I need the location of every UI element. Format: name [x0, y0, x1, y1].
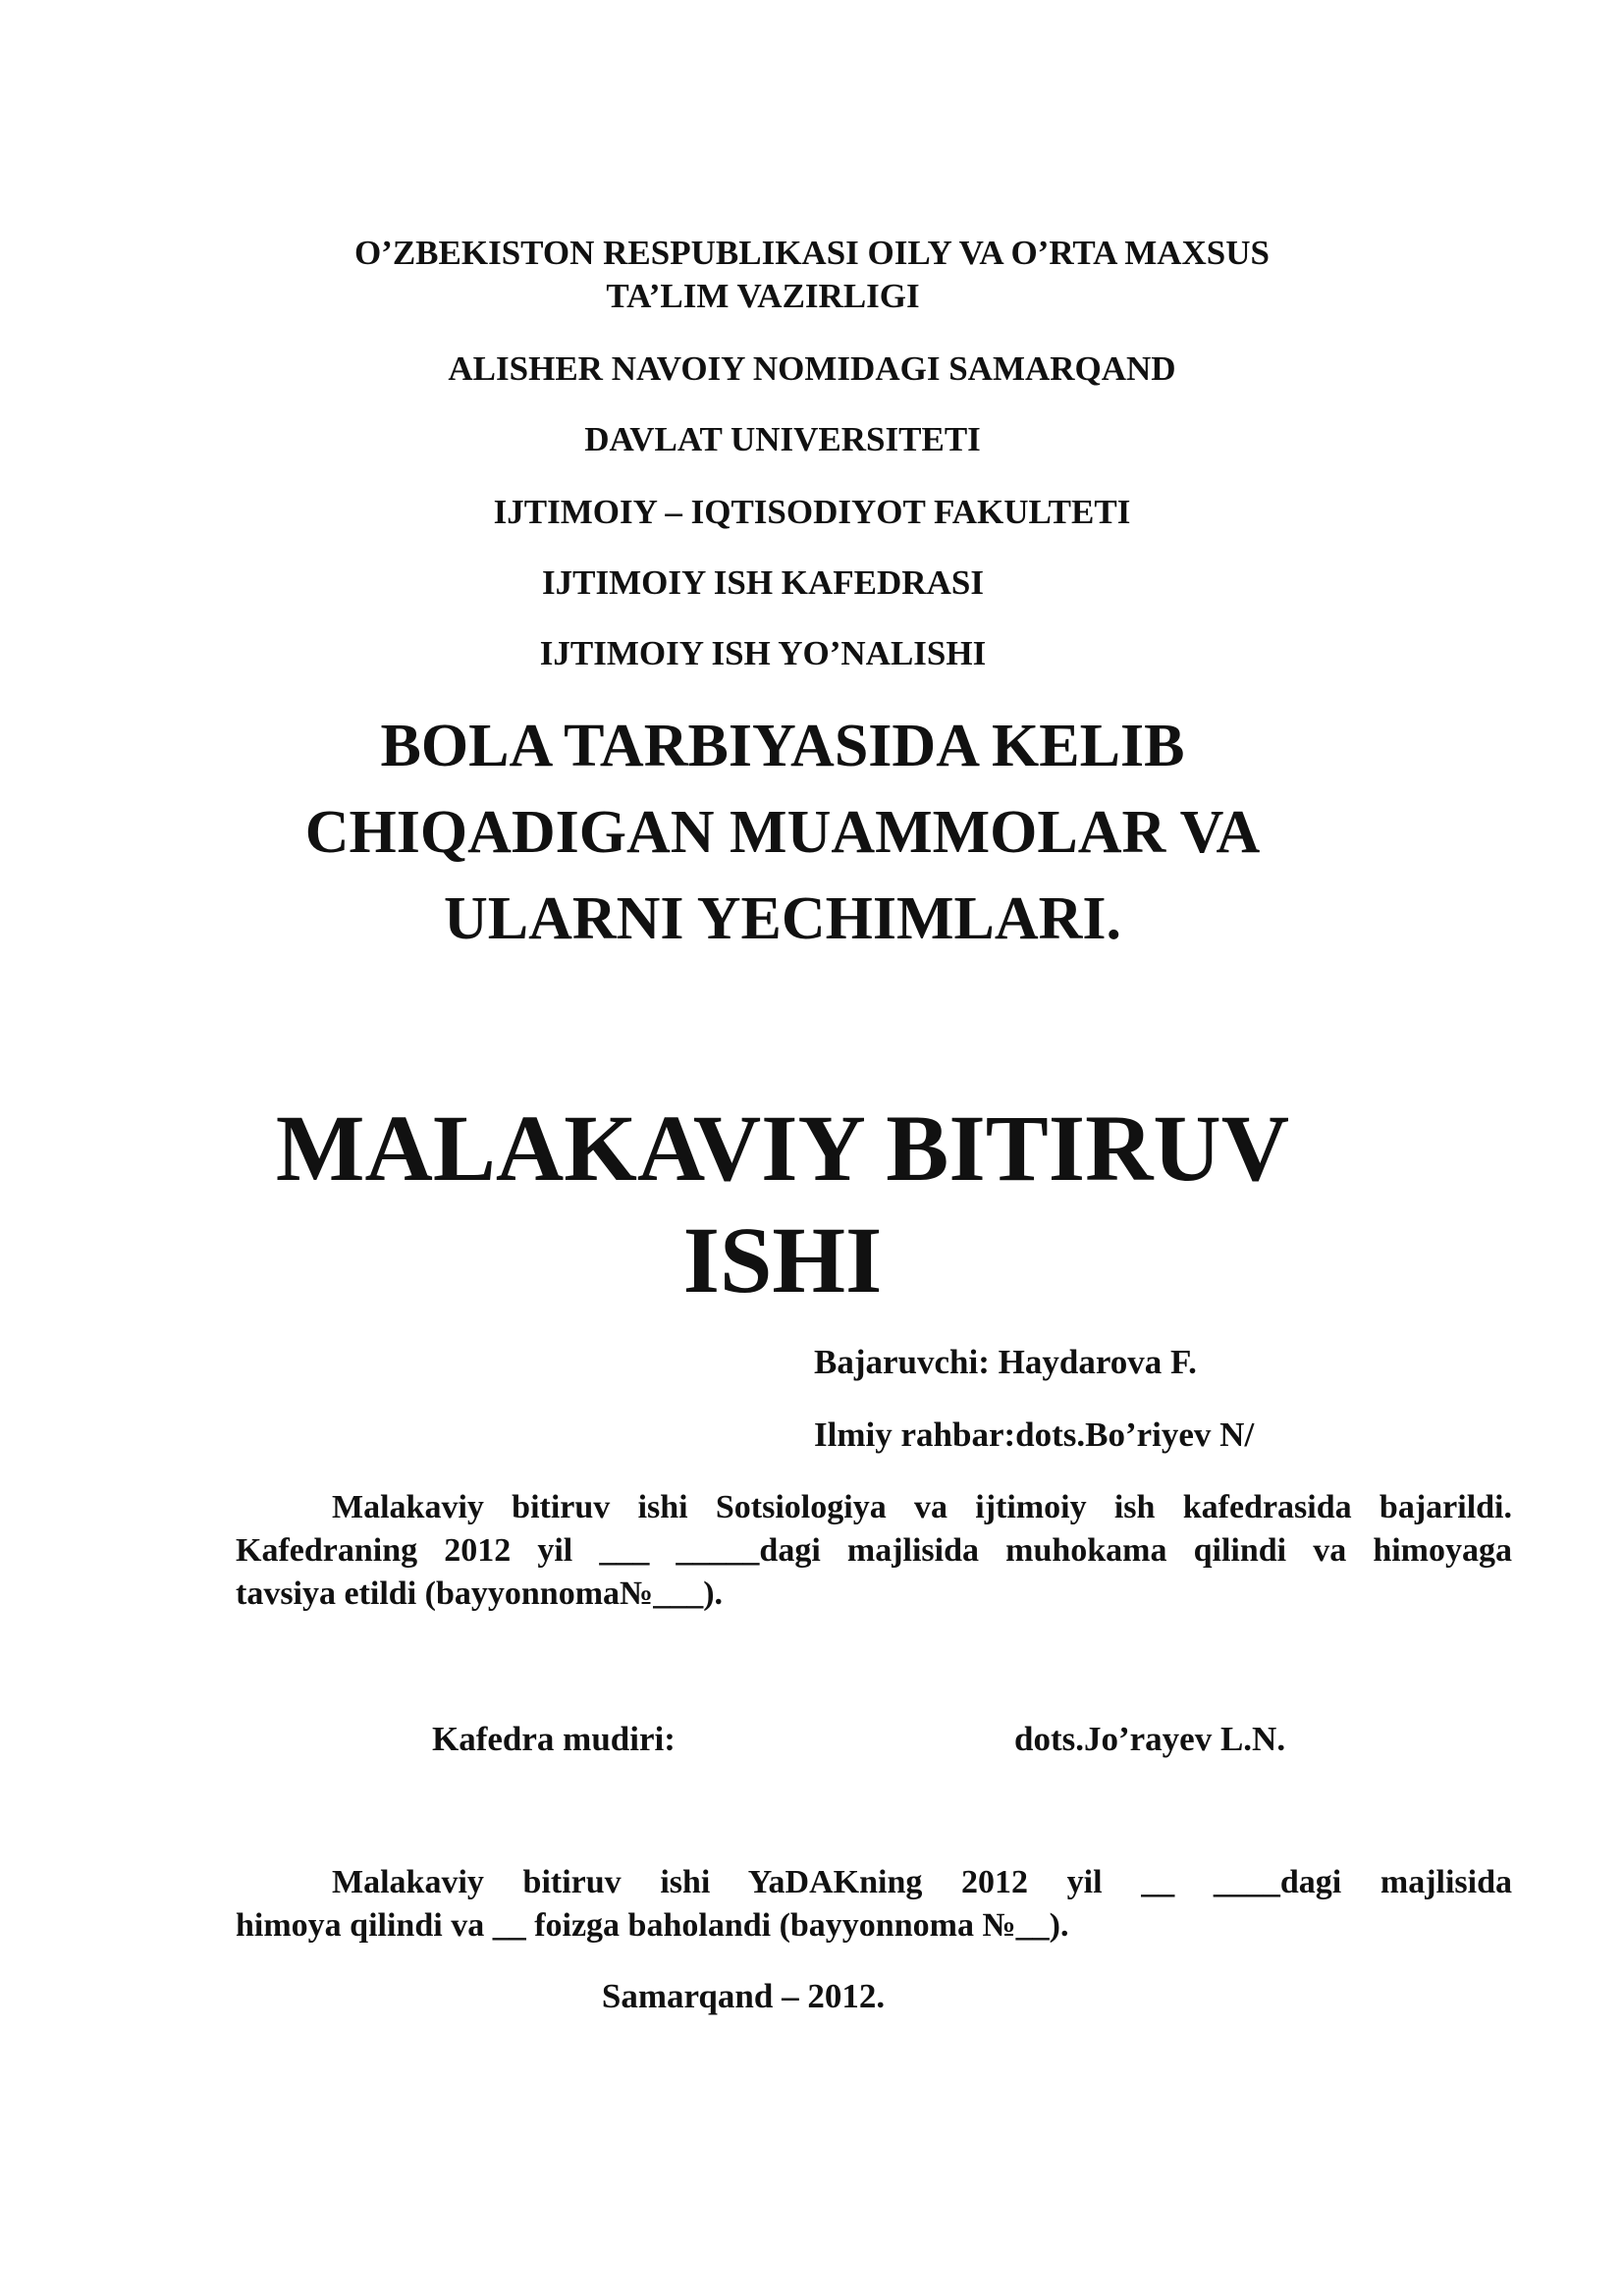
- university-line-1: ALISHER NAVOIY NOMIDAGI SAMARQAND: [448, 349, 1176, 388]
- direction-name: IJTIMOIY ISH YO’NALISHI: [539, 634, 987, 672]
- defense-line-1: Malakaviy bitiruv ishi YaDAKning 2012 yil __ ____dagi majlisida: [332, 1864, 1512, 1900]
- defense-paragraph: [236, 1861, 1512, 1948]
- approval-line-3: tavsiya etildi (bayyonnoma№___).: [236, 1575, 724, 1612]
- ministry-line-2: TA’LIM VAZIRLIGI: [606, 277, 920, 315]
- approval-paragraph: [236, 1486, 1512, 1616]
- thesis-title-line-3: ULARNI YECHIMLARI.: [443, 885, 1122, 952]
- university-line-2: DAVLAT UNIVERSITETI: [584, 420, 981, 458]
- place-and-year: Samarqand – 2012.: [601, 1977, 886, 2015]
- thesis-title-line-1: BOLA TARBIYASIDA KELIB: [380, 713, 1185, 779]
- approval-line-2: Kafedraning 2012 yil ___ _____dagi majlisida muhokama qilindi va himoyaga: [236, 1532, 1512, 1569]
- ministry-line-1: O’ZBEKISTON RESPUBLIKASI OILY VA O’RTA MAXSUS: [353, 234, 1271, 272]
- approval-line-1: Malakaviy bitiruv ishi Sotsiologiya va ijtimoiy ish kafedrasida bajarildi.: [332, 1489, 1512, 1525]
- performer: Bajaruvchi: Haydarova F.: [814, 1343, 1197, 1381]
- defense-line-2: himoya qilindi va __ foizga baholandi (bayyonnoma №__).: [236, 1907, 1069, 1944]
- department-name: IJTIMOIY ISH KAFEDRASI: [542, 563, 984, 602]
- work-type-line-1: MALAKAVIY BITIRUV: [275, 1095, 1290, 1201]
- head-of-department-name: dots.Jo’rayev L.N.: [1014, 1720, 1286, 1758]
- work-type-line-2: ISHI: [682, 1207, 883, 1312]
- supervisor: Ilmiy rahbar:dots.Bo’riyev N/: [814, 1415, 1255, 1454]
- faculty-name: IJTIMOIY – IQTISODIYOT FAKULTETI: [493, 493, 1131, 531]
- thesis-title-line-2: CHIQADIGAN MUAMMOLAR VA: [304, 799, 1261, 866]
- head-of-department-label: Kafedra mudiri:: [432, 1720, 676, 1758]
